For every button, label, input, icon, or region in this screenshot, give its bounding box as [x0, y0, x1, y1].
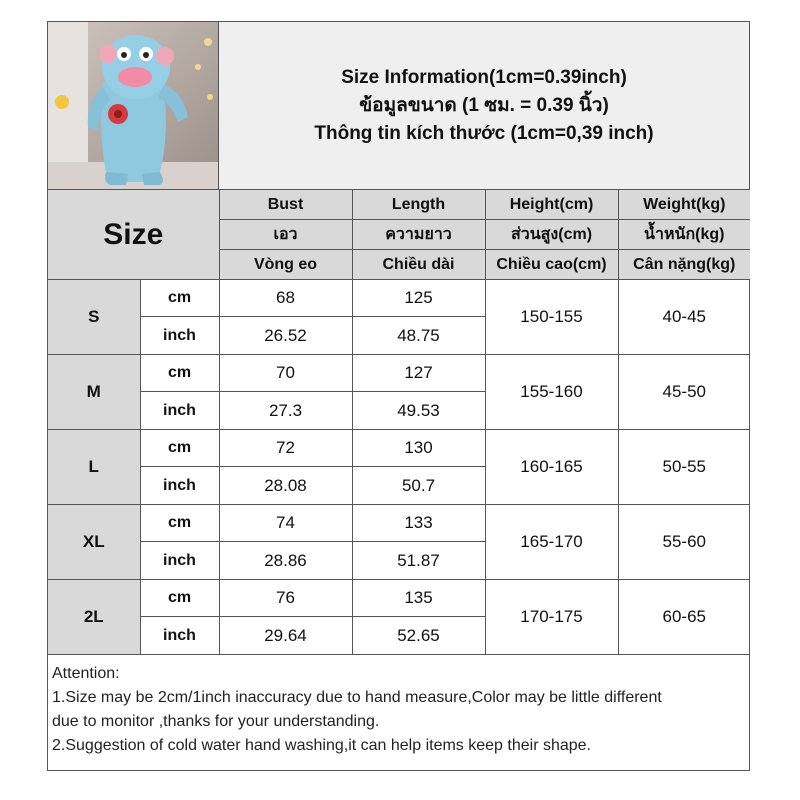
unit-cm: cm: [140, 580, 219, 617]
length-inch: 50.7: [352, 467, 485, 505]
weight-range: 40-45: [618, 280, 750, 355]
length-inch: 48.75: [352, 317, 485, 355]
col-bust-th: เอว: [219, 220, 352, 250]
notes-heading: Attention:: [52, 665, 120, 682]
bust-inch: 28.08: [219, 467, 352, 505]
size-chart: [47, 21, 750, 771]
unit-cm: cm: [140, 280, 219, 317]
length-cm: 130: [352, 430, 485, 467]
col-bust-vi: Vòng eo: [219, 250, 352, 280]
weight-range: 60-65: [618, 580, 750, 655]
height-range: 155-160: [485, 355, 618, 430]
bust-cm: 68: [219, 280, 352, 317]
size-label: L: [48, 430, 140, 505]
notes-line-3: 2.Suggestion of cold water hand washing,it can help items keep their shape.: [52, 737, 591, 754]
size-label: XL: [48, 505, 140, 580]
bust-inch: 26.52: [219, 317, 352, 355]
weight-range: 50-55: [618, 430, 750, 505]
unit-cm: cm: [140, 505, 219, 542]
col-height-vi: Chiều cao(cm): [485, 250, 618, 280]
bust-inch: 29.64: [219, 617, 352, 655]
size-label: S: [48, 280, 140, 355]
length-cm: 125: [352, 280, 485, 317]
title-thai: ข้อมูลขนาด (1 ซม. = 0.39 นิ้ว): [359, 94, 609, 116]
size-label: M: [48, 355, 140, 430]
bust-cm: 76: [219, 580, 352, 617]
bust-inch: 28.86: [219, 542, 352, 580]
unit-cm: cm: [140, 430, 219, 467]
notes-line-2: due to monitor ,thanks for your understanding.: [52, 713, 380, 730]
table-row: [48, 580, 750, 617]
bust-cm: 74: [219, 505, 352, 542]
size-column-header: Size: [48, 190, 219, 280]
length-cm: 133: [352, 505, 485, 542]
unit-inch: inch: [140, 542, 219, 580]
bust-inch: 27.3: [219, 392, 352, 430]
length-cm: 127: [352, 355, 485, 392]
title-vietnamese: Thông tin kích thước (1cm=0,39 inch): [314, 122, 654, 144]
notes-line-1: 1.Size may be 2cm/1inch inaccuracy due to hand measure,Color may be little different: [52, 689, 662, 706]
bust-cm: 72: [219, 430, 352, 467]
col-length-en: Length: [352, 190, 485, 220]
unit-inch: inch: [140, 392, 219, 430]
col-length-vi: Chiều dài: [352, 250, 485, 280]
height-range: 165-170: [485, 505, 618, 580]
unit-inch: inch: [140, 467, 219, 505]
length-inch: 52.65: [352, 617, 485, 655]
col-weight-th: น้ำหนัก(kg): [618, 220, 750, 250]
table-row: [48, 430, 750, 467]
col-height-th: ส่วนสูง(cm): [485, 220, 618, 250]
length-inch: 51.87: [352, 542, 485, 580]
length-cm: 135: [352, 580, 485, 617]
size-table: [48, 190, 750, 655]
height-range: 170-175: [485, 580, 618, 655]
bust-cm: 70: [219, 355, 352, 392]
table-row: [48, 505, 750, 542]
unit-inch: inch: [140, 617, 219, 655]
col-bust-en: Bust: [219, 190, 352, 220]
unit-inch: inch: [140, 317, 219, 355]
col-weight-en: Weight(kg): [618, 190, 750, 220]
attention-notes: [48, 659, 748, 761]
col-length-th: ความยาว: [352, 220, 485, 250]
col-height-en: Height(cm): [485, 190, 618, 220]
size-label: 2L: [48, 580, 140, 655]
height-range: 160-165: [485, 430, 618, 505]
weight-range: 45-50: [618, 355, 750, 430]
unit-cm: cm: [140, 355, 219, 392]
height-range: 150-155: [485, 280, 618, 355]
length-inch: 49.53: [352, 392, 485, 430]
blue-plush-pajama-image: [48, 22, 218, 189]
table-row: [48, 355, 750, 392]
title-block: [219, 22, 749, 190]
title-english: Size Information(1cm=0.39inch): [341, 66, 627, 88]
product-photo: [48, 22, 219, 190]
col-weight-vi: Cân nặng(kg): [618, 250, 750, 280]
weight-range: 55-60: [618, 505, 750, 580]
table-row: [48, 280, 750, 317]
header-row-en: [48, 190, 750, 220]
